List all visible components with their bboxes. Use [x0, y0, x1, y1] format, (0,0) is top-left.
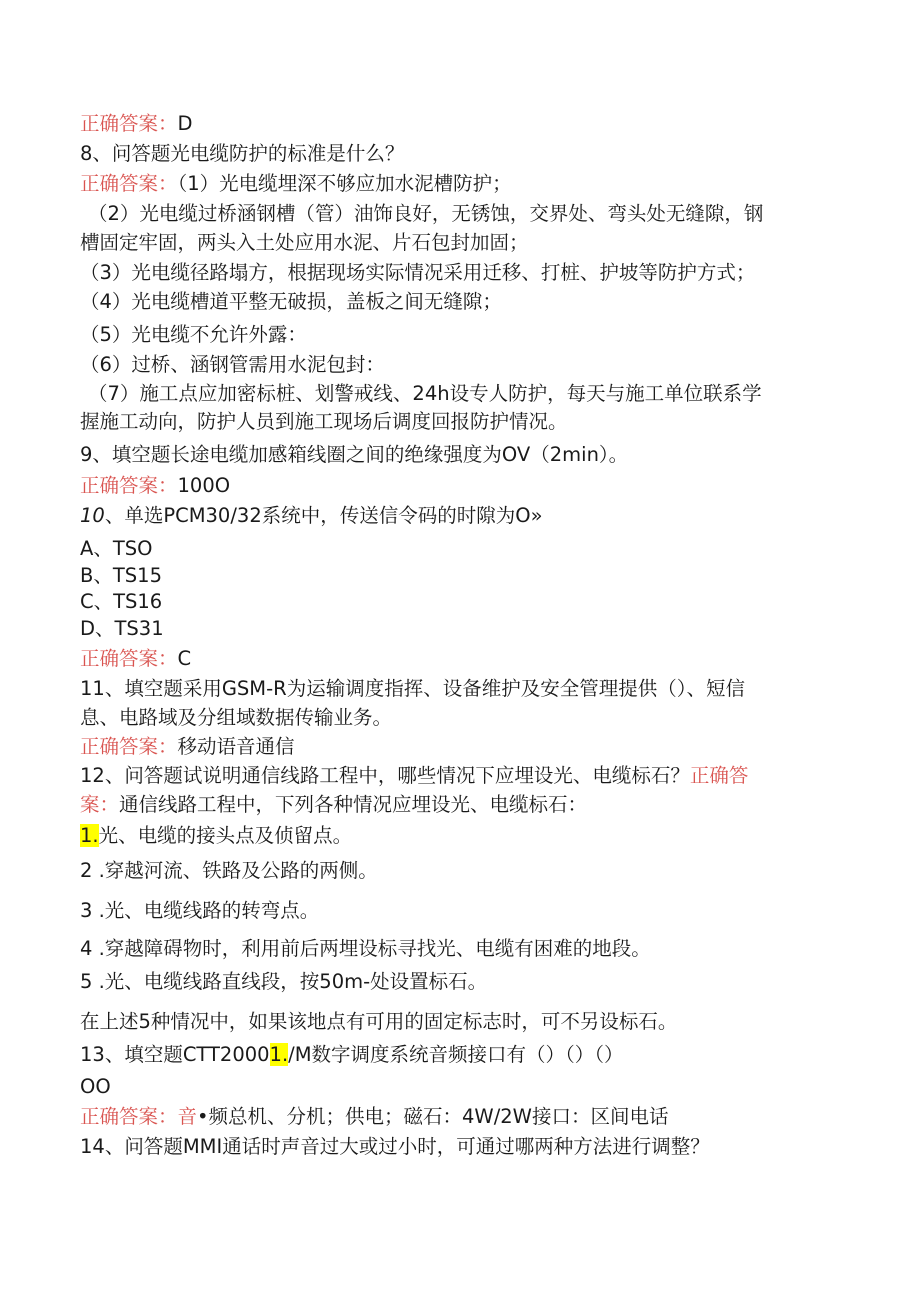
- question-9: 9、填空题长途电缆加感箱线圈之间的绝缘强度为OV（2min）。: [80, 443, 629, 466]
- text-line: （3）光电缆径路塌方，根据现场实际情况采用迁移、打桩、护坡等防护方式；: [80, 261, 756, 284]
- question-12: [80, 763, 748, 789]
- answer-value: •频总机、分机；供电；磁石：4W/2W接口：区间电话: [197, 1105, 669, 1128]
- text-line: 槽固定牢固，两头入土处应用水泥、片石包封加固；: [80, 231, 529, 254]
- answer-label: 正确答案：: [80, 735, 178, 758]
- line-answer-q12: [80, 792, 587, 818]
- line-answer-q13: [80, 1104, 668, 1130]
- list-item: 2 .穿越河流、铁路及公路的两侧。: [80, 859, 378, 882]
- text-line: 息、电路域及分组域数据传输业务。: [80, 706, 393, 729]
- answer-label: 正确答案：: [80, 474, 178, 497]
- question-10: [80, 503, 543, 529]
- question-13: [80, 1042, 624, 1068]
- question-text: /M数字调度系统音频接口有（）（）（）: [288, 1043, 624, 1066]
- answer-label: 正确答案：: [80, 647, 178, 670]
- text-line: （5）光电缆不允许外露：: [80, 323, 307, 346]
- question-14: 14、问答题MMI通话时声音过大或过小时，可通过哪两种方法进行调整？: [80, 1135, 710, 1158]
- highlight-mark: 1.: [269, 1043, 289, 1066]
- line-answer-q10: [80, 646, 191, 672]
- answer-value: 通信线路工程中，下列各种情况应埋设光、电缆标石：: [119, 793, 588, 816]
- option-a: A、TSO: [80, 537, 153, 560]
- list-item: 3 .光、电缆线路的转弯点。: [80, 899, 320, 922]
- list-item: 4 .穿越障碍物时，利用前后两埋设标寻找光、电缆有困难的地段。: [80, 937, 651, 960]
- text-line: （4）光电缆槽道平整无破损，盖板之间无缝隙；: [80, 290, 502, 313]
- text-line: 握施工动向，防护人员到施工现场后调度回报防护情况。: [80, 410, 568, 433]
- answer-label: 正确答案：: [80, 172, 178, 195]
- highlight-mark: 1.: [80, 824, 99, 847]
- option-b: B、TS15: [80, 564, 162, 587]
- line-answer-q7: [80, 111, 193, 137]
- answer-value: 移动语音通信: [177, 735, 295, 758]
- answer-value: C: [177, 647, 192, 670]
- text-line: （2）光电缆过桥涵钢槽（管）油饰良好，无锈蚀，交界处、弯头处无缝隙，钢: [88, 202, 764, 225]
- answer-label-part: 案：: [80, 793, 120, 816]
- line-answer-q9: [80, 473, 230, 499]
- question-11: 11、填空题采用GSM-R为运输调度指挥、设备维护及安全管理提供（）、短信: [80, 677, 745, 700]
- question-number: 10: [80, 504, 105, 527]
- question-8: 8、问答题光电缆防护的标准是什么？: [80, 142, 405, 165]
- list-item: [80, 823, 352, 849]
- answer-label-part: 正确答: [689, 764, 749, 787]
- question-text: 12、问答题试说明通信线路工程中，哪些情况下应埋设光、电缆标石？: [80, 764, 690, 787]
- answer-value: （1）光电缆埋深不够应加水泥槽防护；: [177, 172, 512, 195]
- list-item: 5 .光、电缆线路直线段，按50m-处设置标石。: [80, 970, 488, 993]
- answer-label: 正确答案：: [80, 112, 178, 135]
- question-text: 13、填空题CTT2000: [80, 1043, 270, 1066]
- answer-value: 100O: [177, 474, 231, 497]
- text-line: （7）施工点应加密标桩、划警戒线、24h设专人防护，每天与施工单位联系学: [88, 382, 762, 405]
- list-item-text: 光、电缆的接头点及侦留点。: [98, 824, 353, 847]
- option-c: C、TS16: [80, 590, 163, 613]
- answer-value: D: [177, 112, 193, 135]
- text-line: OO: [80, 1075, 111, 1098]
- answer-label: 正确答案：音: [80, 1105, 198, 1128]
- line-answer-q11: [80, 734, 295, 760]
- question-text: 、单选PCM30/32系统中，传送信令码的时隙为O»: [104, 504, 543, 527]
- text-line: （6）过桥、涵钢管需用水泥包封：: [80, 353, 385, 376]
- text-line: 在上述5种情况中，如果该地点有可用的固定标志时，可不另设标石。: [80, 1010, 678, 1033]
- line-answer-q8: [80, 171, 512, 197]
- option-d: D、TS31: [80, 617, 164, 640]
